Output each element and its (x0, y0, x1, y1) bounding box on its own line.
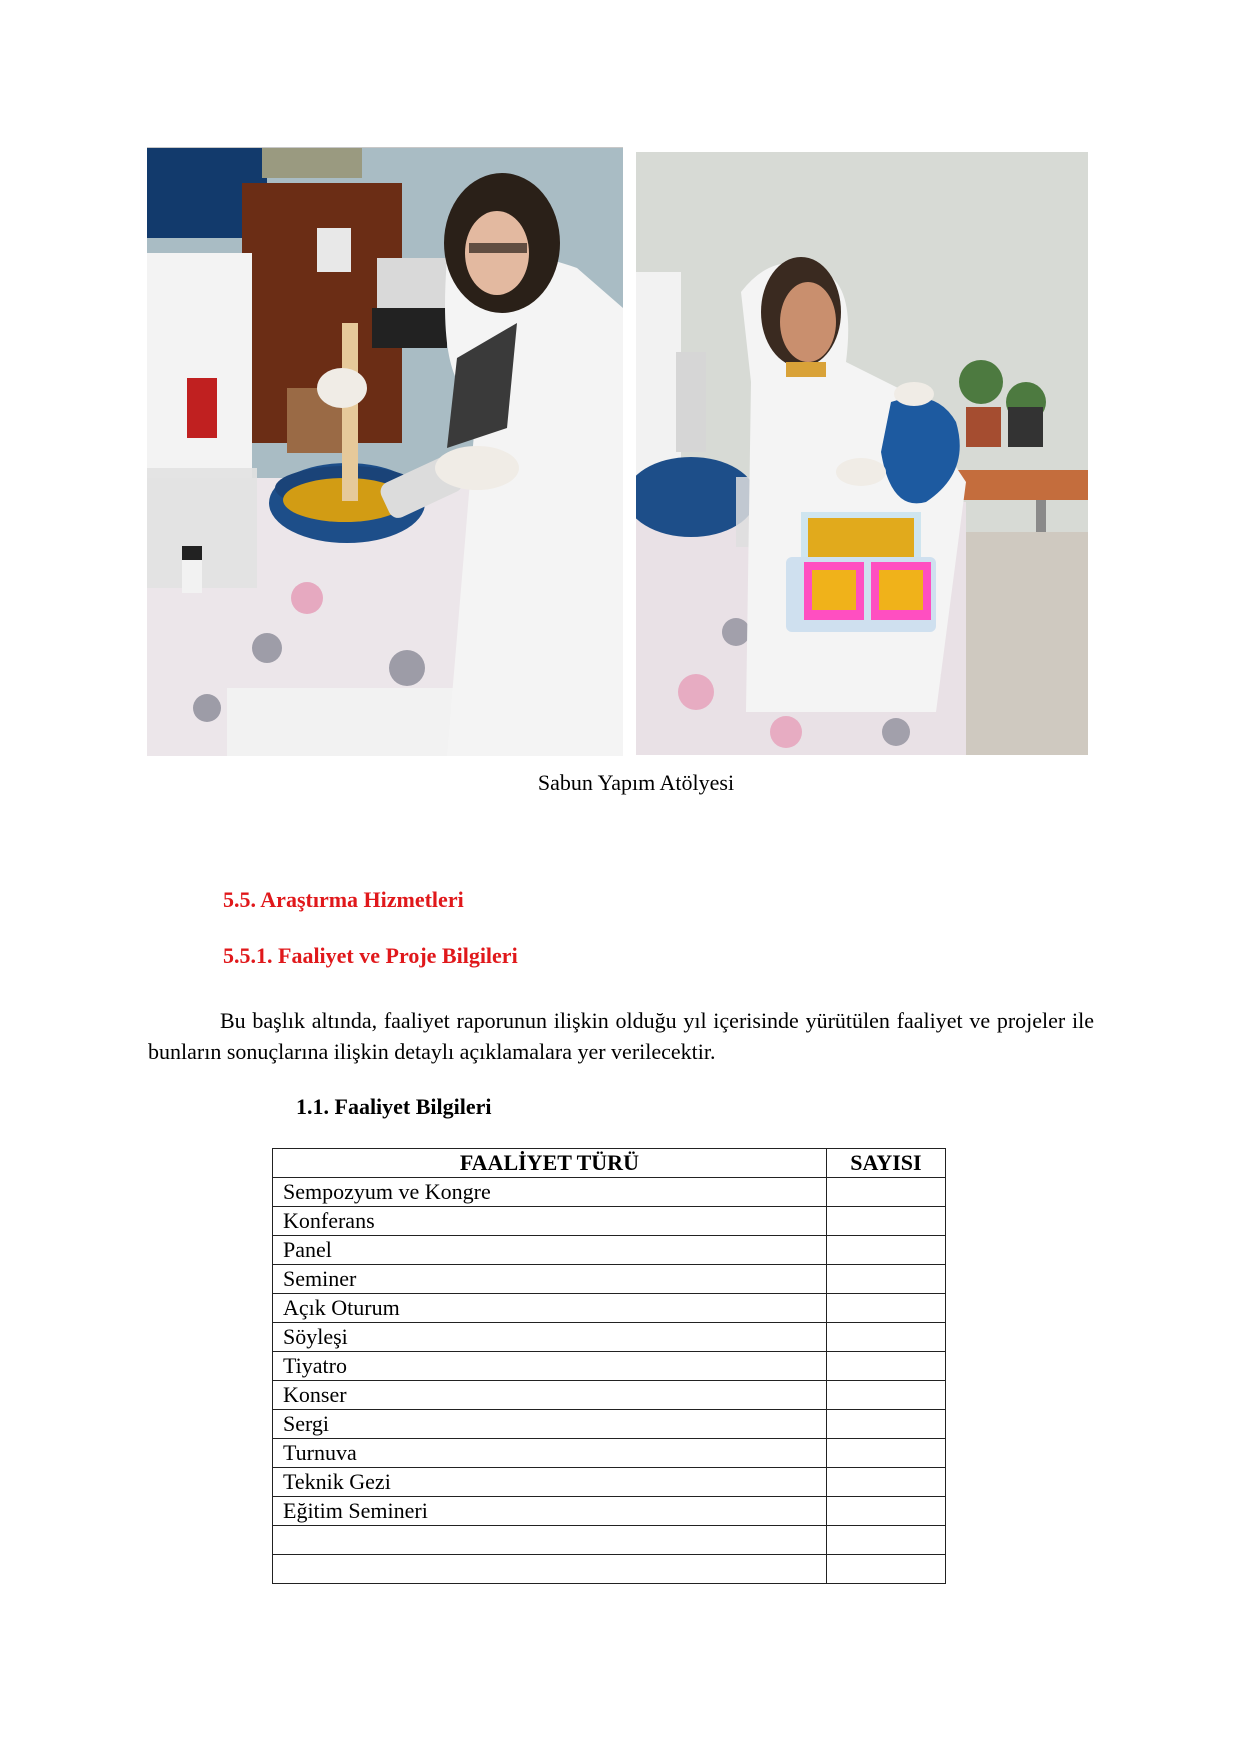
activity-type (273, 1555, 827, 1584)
paragraph-text: Bu başlık altında, faaliyet raporunun ilişkin olduğu yıl içerisinde yürütülen faaliyet ve projeler ile bunların sonuçlarına ilişkin detaylı açıklamalara yer verilecektir. (148, 1008, 1094, 1064)
table-row-empty (273, 1526, 946, 1555)
activity-type: Tiyatro (273, 1352, 827, 1381)
activity-count (826, 1352, 945, 1381)
activity-count (826, 1381, 945, 1410)
activity-type: Konferans (273, 1207, 827, 1236)
activity-type: Sergi (273, 1410, 827, 1439)
activity-count (826, 1178, 945, 1207)
activity-count (826, 1410, 945, 1439)
table-row (273, 1207, 946, 1236)
activities-title: 1.1. Faaliyet Bilgileri (296, 1094, 492, 1119)
table-row (273, 1497, 946, 1526)
photo-soap-stirring (147, 147, 623, 756)
table-header-row (273, 1149, 946, 1178)
activity-count (826, 1265, 945, 1294)
activity-type: Konser (273, 1381, 827, 1410)
activity-type: Panel (273, 1236, 827, 1265)
activity-count (826, 1555, 945, 1584)
activity-type: Sempozyum ve Kongre (273, 1178, 827, 1207)
section-heading: 5.5. Araştırma Hizmetleri (223, 887, 464, 912)
activity-type: Teknik Gezi (273, 1468, 827, 1497)
photo-soap-pouring (636, 152, 1088, 755)
activity-type (273, 1526, 827, 1555)
table-row (273, 1439, 946, 1468)
table-row (273, 1352, 946, 1381)
activity-count (826, 1526, 945, 1555)
activity-count (826, 1294, 945, 1323)
activity-type: Açık Oturum (273, 1294, 827, 1323)
activities-table (272, 1148, 946, 1584)
activity-count (826, 1207, 945, 1236)
table-row (273, 1294, 946, 1323)
section-paragraph (148, 1005, 1094, 1067)
activity-count (826, 1236, 945, 1265)
header-count: SAYISI (826, 1149, 945, 1178)
table-row (273, 1468, 946, 1497)
activity-type: Söyleşi (273, 1323, 827, 1352)
table-row (273, 1236, 946, 1265)
activity-count (826, 1323, 945, 1352)
header-activity-type: FAALİYET TÜRÜ (273, 1149, 827, 1178)
activity-type: Seminer (273, 1265, 827, 1294)
activity-type: Eğitim Semineri (273, 1497, 827, 1526)
activity-count (826, 1468, 945, 1497)
activity-type: Turnuva (273, 1439, 827, 1468)
table-row-empty (273, 1555, 946, 1584)
table-row (273, 1323, 946, 1352)
table-row (273, 1381, 946, 1410)
table-row (273, 1178, 946, 1207)
table-row (273, 1265, 946, 1294)
activity-count (826, 1497, 945, 1526)
table-row (273, 1410, 946, 1439)
activity-count (826, 1439, 945, 1468)
photo-caption: Sabun Yapım Atölyesi (537, 770, 735, 795)
section-subheading: 5.5.1. Faaliyet ve Proje Bilgileri (223, 943, 518, 968)
